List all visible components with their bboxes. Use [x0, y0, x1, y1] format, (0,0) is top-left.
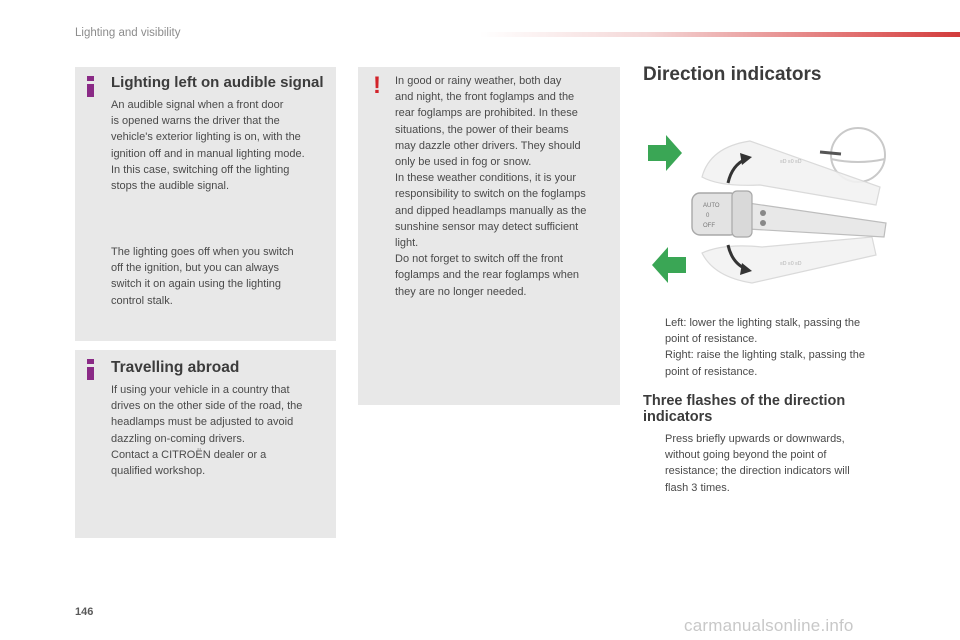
watermark: carmanualsonline.info — [684, 616, 854, 635]
direction-bullet-list — [643, 315, 923, 380]
audible-signal-paragraph-2: The lighting goes off when you switch off the ignition, but you can always switch it on again using the lighting control stalk. — [111, 246, 294, 307]
page-number: 146 — [75, 606, 94, 618]
green-arrow-left-icon — [652, 247, 686, 283]
svg-text:≡D ≡0 ≡D: ≡D ≡0 ≡D — [780, 261, 802, 267]
svg-text:0: 0 — [706, 213, 710, 219]
travelling-abroad-heading: Travelling abroad — [111, 359, 240, 376]
list-item: Left: lower the lighting stalk, passing the point of resistance. — [665, 317, 861, 346]
direction-indicators-heading: Direction indicators — [643, 64, 822, 85]
audible-signal-heading: Lighting left on audible signal — [111, 74, 324, 91]
foglamp-warning-paragraph: In good or rainy weather, both day and night, the front foglamps and the rear foglamps are prohibited. In these situations, the power of their beams may dazzle other drivers. They should only be used in fog or snow. In these weather conditions, it is your responsibility to switch on the foglamps and dipped headlamps manually as the sunshine sensor may detect sufficient light. Do not forget to switch off the front foglamps and the rear foglamps when they are no longer needed. — [395, 75, 587, 298]
svg-text:AUTO: AUTO — [703, 203, 720, 209]
green-arrow-right-icon — [648, 135, 682, 171]
list-item: Press briefly upwards or downwards, without going beyond the point of resistance; the direction indicators will flash 3 times. — [665, 433, 850, 494]
header-accent-bar — [480, 32, 960, 37]
svg-text:OFF: OFF — [703, 223, 715, 229]
travelling-abroad-paragraph: If using your vehicle in a country that drives on the other side of the road, the headlamps must be adjusted to avoid dazzling on-coming drivers. Contact a CITROËN dealer or a qualified workshop. — [111, 384, 303, 478]
three-flashes-heading: Three flashes of the direction indicators — [643, 393, 846, 425]
three-flashes-bullet-list — [643, 431, 923, 496]
warning-exclamation-icon: ! — [373, 72, 381, 99]
list-item: Right: raise the lighting stalk, passing the point of resistance. — [665, 349, 865, 378]
lighting-stalk-illustration — [640, 125, 890, 300]
audible-signal-paragraph-1: An audible signal when a front door is opened warns the driver that the vehicle's exterior lighting is on, with the ignition off and in manual lighting mode. In this case, switching off the lighting stops the audible signal. — [111, 99, 305, 193]
stalk-down-position — [702, 237, 876, 283]
section-title: Lighting and visibility — [75, 27, 181, 39]
svg-text:≡D ≡0 ≡D: ≡D ≡0 ≡D — [780, 159, 802, 165]
